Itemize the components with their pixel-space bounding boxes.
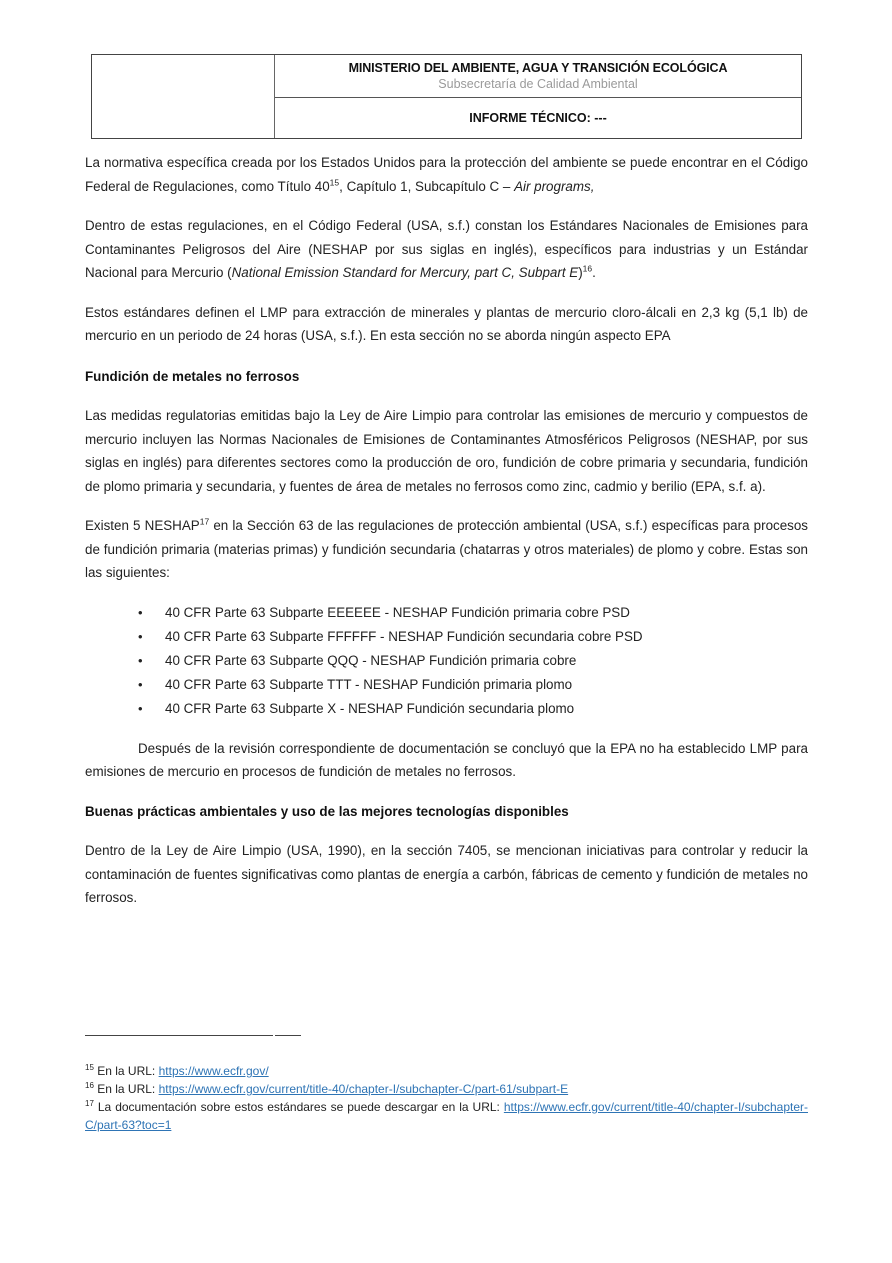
footnote-15 [85, 1062, 808, 1080]
footnote-separator-tail [275, 1035, 301, 1036]
list-item-text: 40 CFR Parte 63 Subparte FFFFFF - NESHAP Fundición secundaria cobre PSD [165, 628, 643, 644]
ministry-name: MINISTERIO DEL AMBIENTE, AGUA Y TRANSICIÓN ECOLÓGICA [348, 61, 728, 75]
section-heading-non-ferrous: Fundición de metales no ferrosos [85, 368, 300, 384]
bullet-icon: • [138, 604, 143, 620]
paragraph-text: , Capítulo 1, Subcapítulo C – [339, 178, 515, 194]
header-logo-cell [92, 55, 275, 138]
header-report-cell [275, 98, 801, 138]
footnote-number: 16 [85, 1081, 94, 1090]
list-item-text: 40 CFR Parte 63 Subparte QQQ - NESHAP Fundición primaria cobre [165, 652, 577, 668]
report-label: INFORME TÉCNICO: --- [469, 111, 607, 125]
footnote-link[interactable]: https://www.ecfr.gov/current/title-40/chapter-I/subchapter-C/part-61/subpart-E [158, 1082, 569, 1096]
list-item-text: 40 CFR Parte 63 Subparte TTT - NESHAP Fundición primaria plomo [165, 676, 573, 692]
list-item [138, 601, 808, 625]
bullet-icon: • [138, 676, 143, 692]
paragraph-neshap [85, 214, 808, 285]
footnote-ref-17[interactable]: 17 [199, 516, 210, 527]
paragraph-clean-air-act: Dentro de la Ley de Aire Limpio (USA, 1990), en la sección 7405, se mencionan iniciativas para controlar y reducir la contaminación de fuentes significativas como plantas de energía a carbón, fábricas de cemento y fundición de metales no ferrosos. [85, 843, 808, 905]
neshap-list [85, 601, 808, 721]
footnote-16 [85, 1080, 808, 1098]
paragraph-conclusion: Después de la revisión correspondiente de documentación se concluyó que la EPA no ha establecido LMP para emisiones de mercurio en procesos de fundición de metales no ferrosos. [85, 740, 808, 779]
paragraph-text: Dentro de estas regulaciones, en el Código Federal (USA, s.f.) constan los Estándares Nacionales de Emisiones para Contaminantes Peligrosos del Aire (NESHAP por sus siglas en inglés), específicos para industrias y un Estándar Nacional para Mercurio ( [85, 218, 808, 280]
header-info-cell [275, 55, 801, 138]
footnote-ref-15[interactable]: 15 [329, 177, 340, 188]
paragraph-neshap-count [85, 514, 808, 585]
document-header-table [91, 54, 802, 139]
footnote-text: La documentación sobre estos estándares se puede descargar en la URL: [93, 1100, 504, 1114]
footnote-17 [85, 1098, 808, 1134]
bullet-icon: • [138, 652, 143, 668]
paragraph-text: . [592, 265, 596, 280]
footnote-ref-16[interactable]: 16 [582, 263, 593, 274]
document-body [85, 151, 808, 910]
footnote-number: 17 [85, 1099, 94, 1108]
subsecretariat-name: Subsecretaría de Calidad Ambiental [438, 77, 638, 91]
paragraph-regulatory-measures: Las medidas regulatorias emitidas bajo la Ley de Aire Limpio para controlar las emisiones de mercurio y compuestos de mercurio incluyen las Normas Nacionales de Emisiones de Contaminantes Atmosféricos Peligrosos (NESHAP, por sus siglas en inglés) para diferentes sectores como la producción de oro, fundición de cobre primaria y secundaria, fundición de plomo primaria y secundaria, y fuentes de área de metales no ferrosos como zinc, cadmio y berilio (EPA, s.f. a). [85, 408, 808, 494]
footnote-link[interactable]: https://www.ecfr.gov/current/title-40/chapter-I/subchapter-C/part-63?toc=1 [85, 1100, 808, 1132]
list-item-text: 40 CFR Parte 63 Subparte EEEEEE - NESHAP Fundición primaria cobre PSD [165, 604, 630, 620]
footnote-text: En la URL: [93, 1064, 159, 1078]
paragraph-text: ) [578, 265, 583, 280]
list-item [138, 673, 808, 697]
bullet-icon: • [138, 628, 143, 644]
footnotes [85, 1062, 808, 1134]
list-item [138, 697, 808, 721]
footnote-link[interactable]: https://www.ecfr.gov/ [158, 1064, 269, 1078]
italic-text: Air programs, [514, 178, 595, 194]
paragraph-lmp: Estos estándares definen el LMP para extracción de minerales y plantas de mercurio cloro-álcali en 2,3 kg (5,1 lb) de mercurio en un periodo de 24 horas (USA, s.f.). En esta sección no se aborda ningún aspecto EPA [85, 304, 808, 343]
list-item [138, 625, 808, 649]
footnote-number: 15 [85, 1063, 94, 1072]
italic-text: National Emission Standard for Mercury, part C, Subpart E [231, 265, 579, 280]
paragraph-intro [85, 151, 808, 198]
footnote-separator [85, 1035, 273, 1036]
paragraph-text: en la Sección 63 de las regulaciones de protección ambiental (USA, s.f.) específicas para procesos de fundición primaria (materias primas) y fundición secundaria (chatarras y otros materiales) de plomo y cobre. Estas son las siguientes: [85, 518, 808, 580]
paragraph-text: Existen 5 NESHAP [85, 518, 200, 533]
bullet-icon: • [138, 700, 143, 716]
paragraph-text: La normativa específica creada por los Estados Unidos para la protección del ambiente se puede encontrar en el Código Federal de Regulaciones, como Título 40 [85, 155, 808, 194]
list-item [138, 649, 808, 673]
list-item-text: 40 CFR Parte 63 Subparte X - NESHAP Fundición secundaria plomo [165, 700, 575, 716]
footnote-text: En la URL: [93, 1082, 159, 1096]
section-heading-best-practices: Buenas prácticas ambientales y uso de las mejores tecnologías disponibles [85, 803, 569, 819]
header-institution-cell [275, 55, 801, 98]
